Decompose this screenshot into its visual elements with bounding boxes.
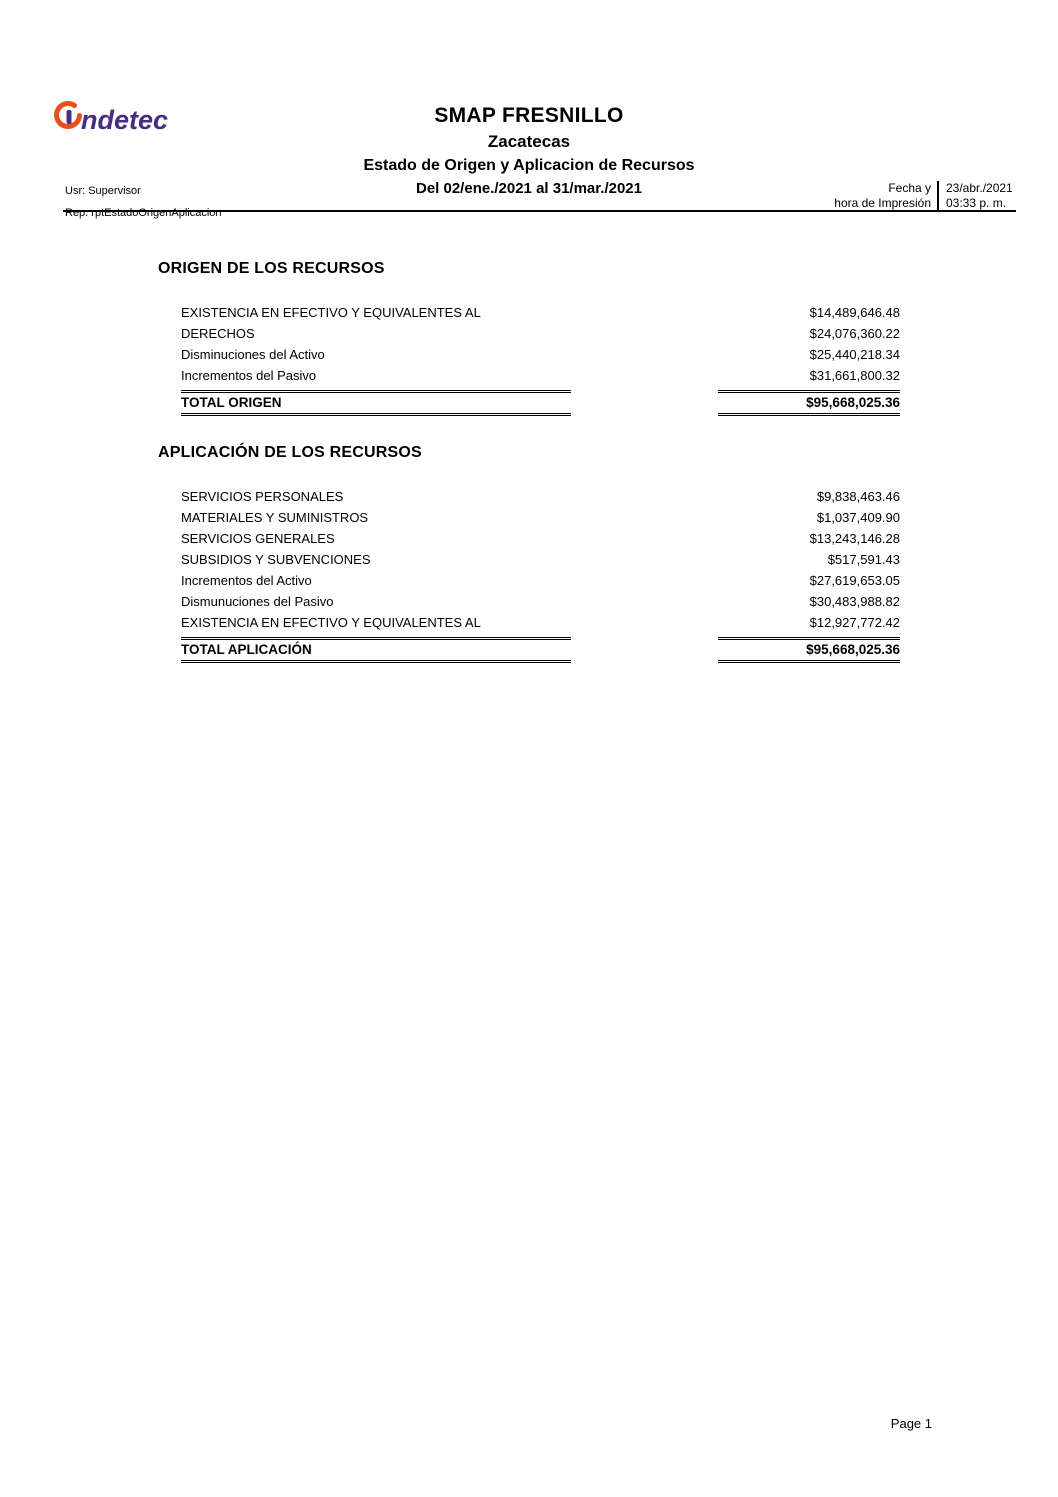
row-amount: $13,243,146.28 (809, 531, 900, 546)
row-label: Disminuciones del Activo (181, 347, 325, 362)
total-label: TOTAL APLICACIÓN (181, 637, 571, 663)
table-row (181, 302, 900, 323)
total-amount: $95,668,025.36 (718, 637, 900, 663)
row-amount: $31,661,800.32 (809, 368, 900, 383)
section-rows (181, 302, 900, 416)
row-label: Dismunuciones del Pasivo (181, 594, 334, 609)
page-number: Page 1 (890, 1416, 932, 1431)
row-label: SUBSIDIOS Y SUBVENCIONES (181, 552, 371, 567)
table-row (181, 486, 900, 507)
report-body (158, 260, 903, 663)
table-row (181, 365, 900, 386)
section-heading: ORIGEN DE LOS RECURSOS (158, 260, 385, 277)
section-origen (158, 260, 903, 416)
table-row (181, 549, 900, 570)
user-label: Usr: Supervisor (65, 185, 141, 197)
logo-text: ndetec (81, 105, 169, 135)
date-value: 23/abr./2021 (946, 181, 1013, 195)
table-row (181, 591, 900, 612)
total-label: TOTAL ORIGEN (181, 390, 571, 416)
row-amount: $25,440,218.34 (809, 347, 900, 362)
row-label: MATERIALES Y SUMINISTROS (181, 510, 369, 525)
section-aplicacion (158, 444, 903, 663)
table-row (181, 570, 900, 591)
org-name: SMAP FRESNILLO (434, 104, 624, 127)
total-amount: $95,668,025.36 (718, 390, 900, 416)
row-amount: $12,927,772.42 (809, 615, 900, 630)
row-amount: $517,591.43 (827, 552, 900, 567)
row-label: EXISTENCIA EN EFECTIVO Y EQUIVALENTES AL (181, 615, 481, 630)
table-row (181, 612, 900, 633)
time-value: 03:33 p. m. (946, 196, 1007, 210)
print-datetime-labels (834, 181, 937, 211)
row-label: DERECHOS (181, 326, 255, 341)
row-amount: $24,076,360.22 (809, 326, 900, 341)
print-datetime-values (939, 181, 1016, 211)
row-label: EXISTENCIA EN EFECTIVO Y EQUIVALENTES AL (181, 305, 481, 320)
row-label: Incrementos del Pasivo (181, 368, 317, 383)
report-meta-right (834, 181, 1016, 211)
table-row (181, 528, 900, 549)
row-amount: $30,483,988.82 (809, 594, 900, 609)
report-period: Del 02/ene./2021 al 31/mar./2021 (415, 180, 642, 197)
report-id-label: Rep: rptEstadoOrigenAplicacion (65, 207, 222, 219)
section-heading: APLICACIÓN DE LOS RECURSOS (158, 444, 422, 461)
date-label: Fecha y (888, 181, 931, 195)
row-label: SERVICIOS GENERALES (181, 531, 335, 546)
total-row (181, 637, 900, 663)
report-title: Estado de Origen y Aplicacion de Recursos (363, 157, 695, 174)
header-divider (63, 210, 1016, 212)
table-row (181, 507, 900, 528)
org-location: Zacatecas (487, 132, 571, 151)
row-amount: $1,037,409.90 (816, 510, 900, 525)
section-rows (181, 486, 900, 663)
time-label: hora de Impresión (834, 196, 931, 210)
row-label: SERVICIOS PERSONALES (181, 489, 344, 504)
report-meta-left (65, 180, 222, 224)
row-label: Incrementos del Activo (181, 573, 312, 588)
row-amount: $14,489,646.48 (809, 305, 900, 320)
table-row (181, 344, 900, 365)
row-amount: $27,619,653.05 (809, 573, 900, 588)
row-amount: $9,838,463.46 (816, 489, 900, 504)
total-row (181, 390, 900, 416)
table-row (181, 323, 900, 344)
